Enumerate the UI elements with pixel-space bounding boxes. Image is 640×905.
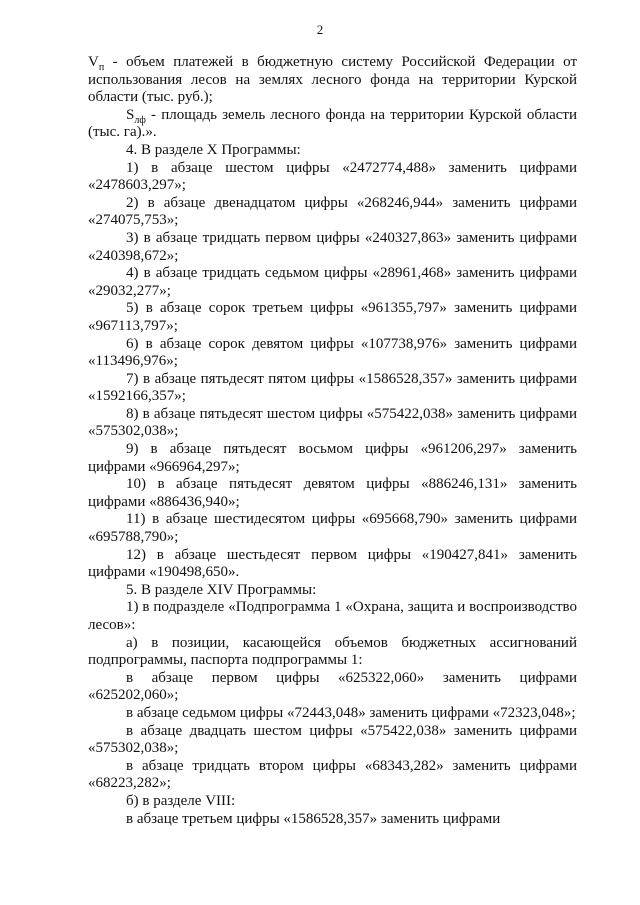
paragraph-p0 <box>88 54 577 107</box>
paragraph-text: в абзаце двадцать шестом цифры «575422,038» заменить цифрами «575302,038»; <box>88 722 577 757</box>
paragraph-text: 4) в абзаце тридцать седьмом цифры «28961,468» заменить цифрами «29032,277»; <box>88 265 577 299</box>
paragraph-p22 <box>88 793 577 811</box>
formula-symbol: S <box>126 106 135 123</box>
paragraph-p14 <box>88 547 577 582</box>
page-number: 2 <box>316 22 324 37</box>
paragraph-p13 <box>88 511 577 546</box>
paragraph-p17 <box>88 635 577 670</box>
paragraph-p18 <box>88 670 577 705</box>
paragraph-p5 <box>88 230 577 265</box>
paragraph-text: 8) в абзаце пятьдесят шестом цифры «575422,038» заменить цифрами «575302,038»; <box>88 405 577 440</box>
paragraph-text: 10) в абзаце пятьдесят девятом цифры «886246,131» заменить цифрами «886436,940»; <box>88 476 577 510</box>
paragraph-p2 <box>88 142 577 160</box>
paragraph-text: а) в позиции, касающейся объемов бюджетных ассигнований подпрограммы, паспорта подпрограммы 1: <box>88 634 577 669</box>
paragraph-text: в абзаце первом цифры «625322,060» заменить цифрами «625202,060»; <box>88 669 577 704</box>
paragraph-text: 2) в абзаце двенадцатом цифры «268246,944» заменить цифрами «274075,753»; <box>88 194 577 229</box>
paragraph-text: в абзаце тридцать втором цифры «68343,282» заменить цифрами «68223,282»; <box>88 757 577 792</box>
paragraph-p20 <box>88 723 577 758</box>
paragraph-text: 1) в подразделе «Подпрограмма 1 «Охрана, защита и воспроизводство лесов»: <box>88 599 577 633</box>
paragraph-text: в абзаце седьмом цифры «72443,048» заменить цифрами «72323,048»; <box>126 704 576 721</box>
paragraph-p6 <box>88 265 577 300</box>
paragraph-text: 12) в абзаце шестьдесят первом цифры «190427,841» заменить цифрами «190498,650». <box>88 546 577 581</box>
paragraph-p23 <box>88 811 577 829</box>
paragraph-text: 3) в абзаце тридцать первом цифры «240327,863» заменить цифрами «240398,672»; <box>88 229 577 264</box>
paragraph-p19 <box>88 705 577 723</box>
paragraph-p10 <box>88 406 577 441</box>
paragraph-text: 5. В разделе XIV Программы: <box>126 581 317 598</box>
paragraph-text: - площадь земель лесного фонда на территории Курской области (тыс. га).». <box>88 106 577 141</box>
paragraph-p16 <box>88 599 577 634</box>
paragraph-p9 <box>88 371 577 406</box>
paragraph-text: 5) в абзаце сорок третьем цифры «961355,797» заменить цифрами «967113,797»; <box>88 300 577 334</box>
paragraph-p12 <box>88 476 577 511</box>
paragraph-p1 <box>88 107 577 142</box>
paragraph-text: 9) в абзаце пятьдесят восьмом цифры «961206,297» заменить цифрами «966964,297»; <box>88 441 577 475</box>
paragraph-text: 11) в абзаце шестидесятом цифры «695668,790» заменить цифрами «695788,790»; <box>88 511 577 546</box>
paragraph-p8 <box>88 336 577 371</box>
formula-symbol: V <box>88 54 99 70</box>
paragraph-p15 <box>88 582 577 600</box>
paragraph-text: 6) в абзаце сорок девятом цифры «107738,976» заменить цифрами «113496,976»; <box>88 335 577 370</box>
formula-subscript: лф <box>134 114 146 126</box>
paragraph-p3 <box>88 160 577 195</box>
paragraph-p4 <box>88 195 577 230</box>
paragraph-text: в абзаце третьем цифры «1586528,357» заменить цифрами <box>126 810 501 827</box>
paragraph-text: - объем платежей в бюджетную систему Российской Федерации от использования лесов на землях лесного фонда на территории Курской области (тыс. руб.); <box>88 54 577 106</box>
formula-subscript: п <box>98 62 105 73</box>
paragraph-p11 <box>88 441 577 476</box>
paragraph-text: 7) в абзаце пятьдесят пятом цифры «1586528,357» заменить цифрами «1592166,357»; <box>88 370 577 405</box>
document-body <box>88 54 577 828</box>
paragraph-text: б) в разделе VIII: <box>126 792 236 809</box>
paragraph-p21 <box>88 758 577 793</box>
paragraph-text: 4. В разделе X Программы: <box>126 141 301 158</box>
paragraph-p7 <box>88 300 577 335</box>
paragraph-text: 1) в абзаце шестом цифры «2472774,488» заменить цифрами «2478603,297»; <box>88 159 577 194</box>
